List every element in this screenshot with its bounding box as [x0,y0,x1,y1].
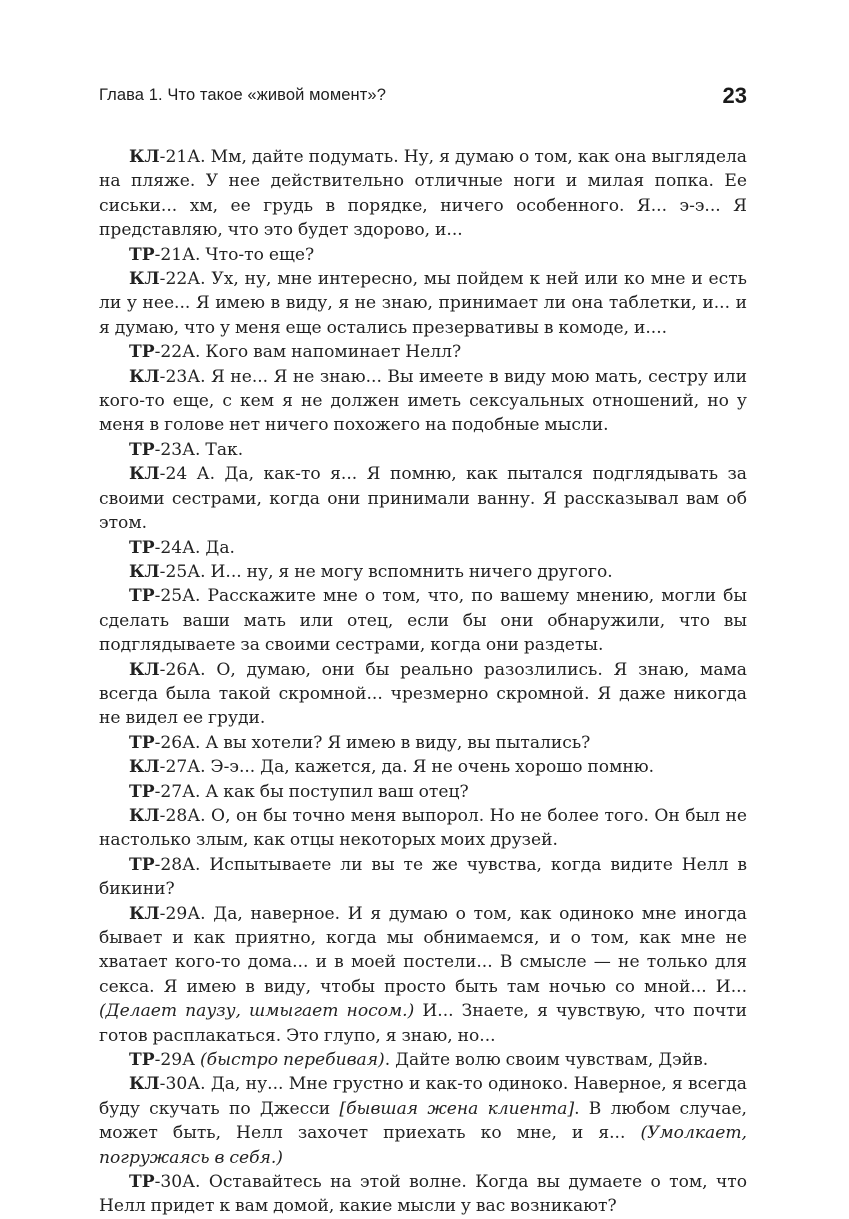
speaker-tag: КЛ [129,1074,160,1095]
transcript-paragraph [99,902,747,1048]
paragraph-text: -21А. Что-то еще? [154,244,315,265]
speaker-tag: КЛ [129,269,160,290]
speaker-tag: КЛ [129,464,160,485]
paragraph-text: -27А. Э-э... Да, кажется, да. Я не очень хорошо помню. [159,757,655,778]
paragraph-text: -29А. Да, наверное. И я думаю о том, как одиноко мне иногда бывает и как приятно, когда мы обнимаемся, и о том, как мне не хватает кого-то дома... и в моей постели... В смысле — не только для секса. Я имею в виду, чтобы просто быть там ночью со мной... И... [99,903,747,997]
paragraph-text: -30А. Оставайтесь на этой волне. Когда вы думаете о том, что Нелл придет к вам домой, какие мысли у вас возникают? [99,1172,747,1217]
paragraph-text: -25А. И... ну, я не могу вспомнить ничего другого. [159,561,613,582]
paragraph-text: . Дайте волю своим чувствам, Дэйв. [384,1050,709,1071]
paragraph-text: -30А. Да, ну... Мне грустно и как-то одиноко. Наверное, я всегда буду скучать по Джесси [99,1074,747,1119]
speaker-tag: КЛ [129,561,160,582]
paragraph-text: И... Знаете, я чувствую, что почти готов расплакаться. Это глупо, я знаю, но... [99,1001,748,1046]
speaker-tag: ТР [129,537,155,558]
transcript-paragraph [99,462,747,535]
chapter-running-head: Глава 1. Что такое «живой момент»? [99,86,386,104]
paragraph-text: -28А. О, он бы точно меня выпорол. Но не более того. Он был не настолько злым, как отцы некоторых моих друзей. [99,805,747,851]
italic-remark: (Делает паузу, шмыгает носом.) [99,1001,415,1022]
transcript-paragraph [99,267,747,340]
speaker-tag: ТР [129,586,155,607]
transcript-paragraph [99,780,747,804]
speaker-tag: КЛ [129,805,160,826]
paragraph-text: -23А. Так. [154,439,244,460]
transcript-paragraph [99,243,747,267]
speaker-tag: ТР [129,854,155,875]
transcript-paragraph [99,438,747,462]
transcript-paragraph [99,1048,747,1072]
speaker-tag: КЛ [129,903,160,924]
transcript-paragraph [99,804,747,853]
paragraph-text: -24А. Да. [154,537,235,558]
speaker-tag: КЛ [129,757,160,778]
paragraph-text: -21А. Мм, дайте подумать. Ну, я думаю о том, как она выглядела на пляже. У нее действительно отличные ноги и милая попка. Ее сиськи... хм, ее грудь в порядке, ничего особенного. Я... э-э... Я представляю, что это будет здорово, и... [99,147,747,241]
paragraph-text: -23А. Я не... Я не знаю... Вы имеете в виду мою мать, сестру или кого-то еще, с кем я не должен иметь сексуальных отношений, но у меня в голове нет ничего похожего на подобные мысли. [99,366,747,436]
transcript-paragraph [99,1170,747,1219]
transcript-paragraph [99,853,747,902]
paragraph-text: -26А. О, думаю, они бы реально разозлились. Я знаю, мама всегда была такой скромной... чрезмерно скромной. Я даже никогда не видел ее груди. [99,659,747,729]
italic-remark: [бывшая жена клиента] [339,1098,575,1119]
paragraph-text: -22А. Кого вам напоминает Нелл? [154,342,462,363]
speaker-tag: ТР [129,732,155,753]
speaker-tag: ТР [129,342,155,363]
speaker-tag: ТР [129,781,155,802]
transcript-paragraph [99,536,747,560]
speaker-tag: КЛ [129,147,160,167]
paragraph-text: -27А. А как бы поступил ваш отец? [154,781,469,802]
paragraph-text: . В любом случае, может быть, Нелл захочет приехать ко мне, и я... [99,1098,747,1144]
speaker-tag: ТР [129,1050,155,1071]
transcript-paragraph [99,340,747,364]
speaker-tag: КЛ [129,366,160,387]
transcript-paragraph [99,1072,747,1170]
transcript-body [99,145,747,1219]
transcript-paragraph [99,755,747,779]
paragraph-text: -25А. Расскажите мне о том, что, по вашему мнению, могли бы сделать ваши мать или отец, если бы они обнаружили, что вы подглядываете за своими сестрами, когда они раздеты. [99,586,747,656]
speaker-tag: ТР [129,244,155,265]
speaker-tag: ТР [129,439,155,460]
paragraph-text: -24 А. Да, как-то я... Я помню, как пытался подглядывать за своими сестрами, когда они принимали ванну. Я рассказывал вам об этом. [99,464,747,534]
paragraph-text: -22А. Ух, ну, мне интересно, мы пойдем к ней или ко мне и есть ли у нее... Я имею в виду, я не знаю, принимает ли она таблетки, и... и я думаю, что у меня еще остались презервативы в комоде, и.... [99,269,747,338]
paragraph-text: -28А. Испытываете ли вы те же чувства, когда видите Нелл в бикини? [99,854,747,900]
transcript-paragraph [99,365,747,438]
italic-remark: (Умолкает, погружаясь в себя.) [99,1123,747,1168]
page-number: 23 [722,83,747,108]
italic-remark: (быстро перебивая) [199,1050,385,1071]
paragraph-text: -26А. А вы хотели? Я имею в виду, вы пытались? [154,732,591,753]
transcript-paragraph [99,145,747,243]
transcript-paragraph [99,560,747,584]
transcript-paragraph [99,584,747,657]
transcript-paragraph [99,658,747,731]
speaker-tag: КЛ [129,659,160,680]
speaker-tag: ТР [129,1172,155,1193]
paragraph-text: -29А [154,1050,200,1071]
transcript-paragraph [99,731,747,755]
